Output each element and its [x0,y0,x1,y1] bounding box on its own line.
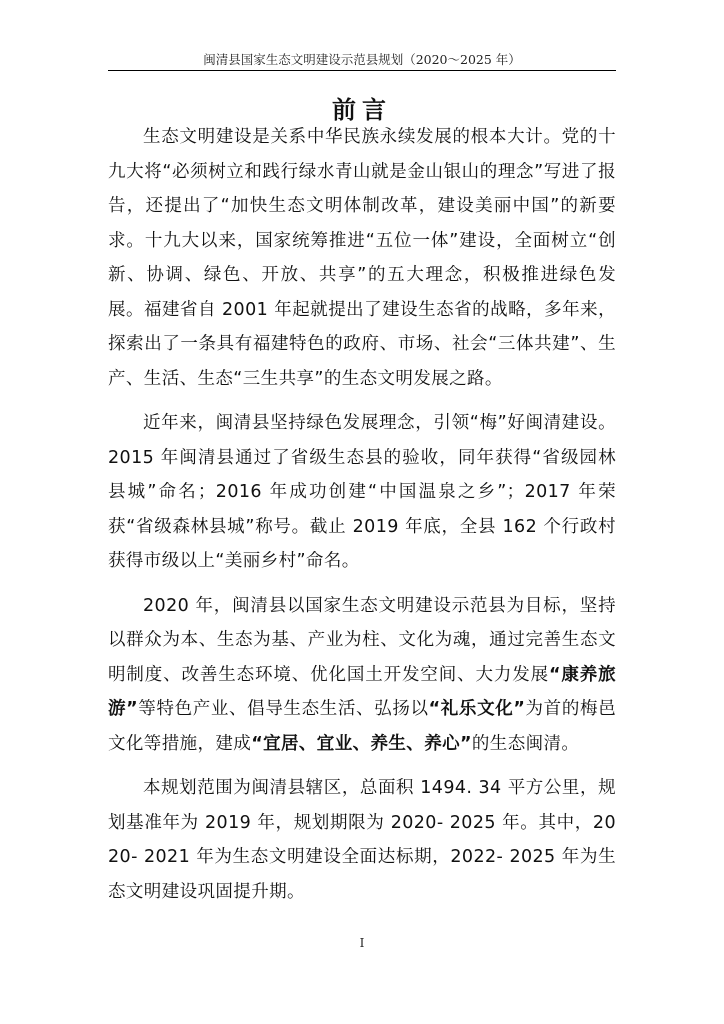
running-header: 闽清县国家生态文明建设示范县规划（2020～2025 年） [203,52,521,67]
paragraph-3-text-2: 等特色产业、倡导生态生活、弘扬以 [138,699,429,719]
paragraph-1: 生态文明建设是关系中华民族永续发展的根本大计。党的十九大将“必须树立和践行绿水青山就是金山银山的理念”写进了报告，还提出了“加快生态文明体制改革，建设美丽中国”的新要求。十九大以来，国家统筹推进“五位一体”建设，全面树立“创新、协调、绿色、开放、共享”的五大理念，积极推进绿色发展。福建省自 2001 年起就提出了建设生态省的战略，多年来，探索出了一条具有福建特色的政府、市场、社会“三体共建”、生产、生活、生态“三生共享”的生态文明发展之路。 [108,127,616,389]
body-text [108,120,616,909]
paragraph-3-text-4: 的生态闽清。 [471,733,580,754]
paragraph-3-text-3: 为首的梅邑文化等措施，建成 [108,699,617,754]
section-title: 前言 [332,96,392,124]
paragraph-2: 近年来，闽清县坚持绿色发展理念，引领“梅”好闽清建设。2015 年闽清县通过了省级生态县的验收，同年获得“省级园林县城”命名；2016 年成功创建“中国温泉之乡”；2017 年荣获“省级森林县城”称号。截止 2019 年底，全县 162 个行政村获得市级以上“美丽乡村”命名。 [108,413,616,571]
paragraph-3 [108,589,616,762]
emphasis-liyue-culture: “礼乐文化” [428,699,526,719]
page-number: I [359,936,365,950]
header-divider [108,70,616,71]
emphasis-kangyang-tourism: “康养旅游” [108,664,616,719]
paragraph-3-text-1: 2020 年，闽清县以国家生态文明建设示范县为目标，坚持以群众为本、生态为基、产业为柱、文化为魂，通过完善生态文明制度、改善生态环境、优化国土开发空间、大力发展 [108,595,616,685]
emphasis-four-goals: “宜居、宜业、养生、养心” [251,733,472,754]
paragraph-4: 本规划范围为闽清县辖区，总面积 1494. 34 平方公里，规划基准年为 2019 年，规划期限为 2020- 2025 年。其中，2020- 2021 年为生态文明建设全面达标期，2022- 2025 年为生态文明建设巩固提升期。 [108,778,616,902]
